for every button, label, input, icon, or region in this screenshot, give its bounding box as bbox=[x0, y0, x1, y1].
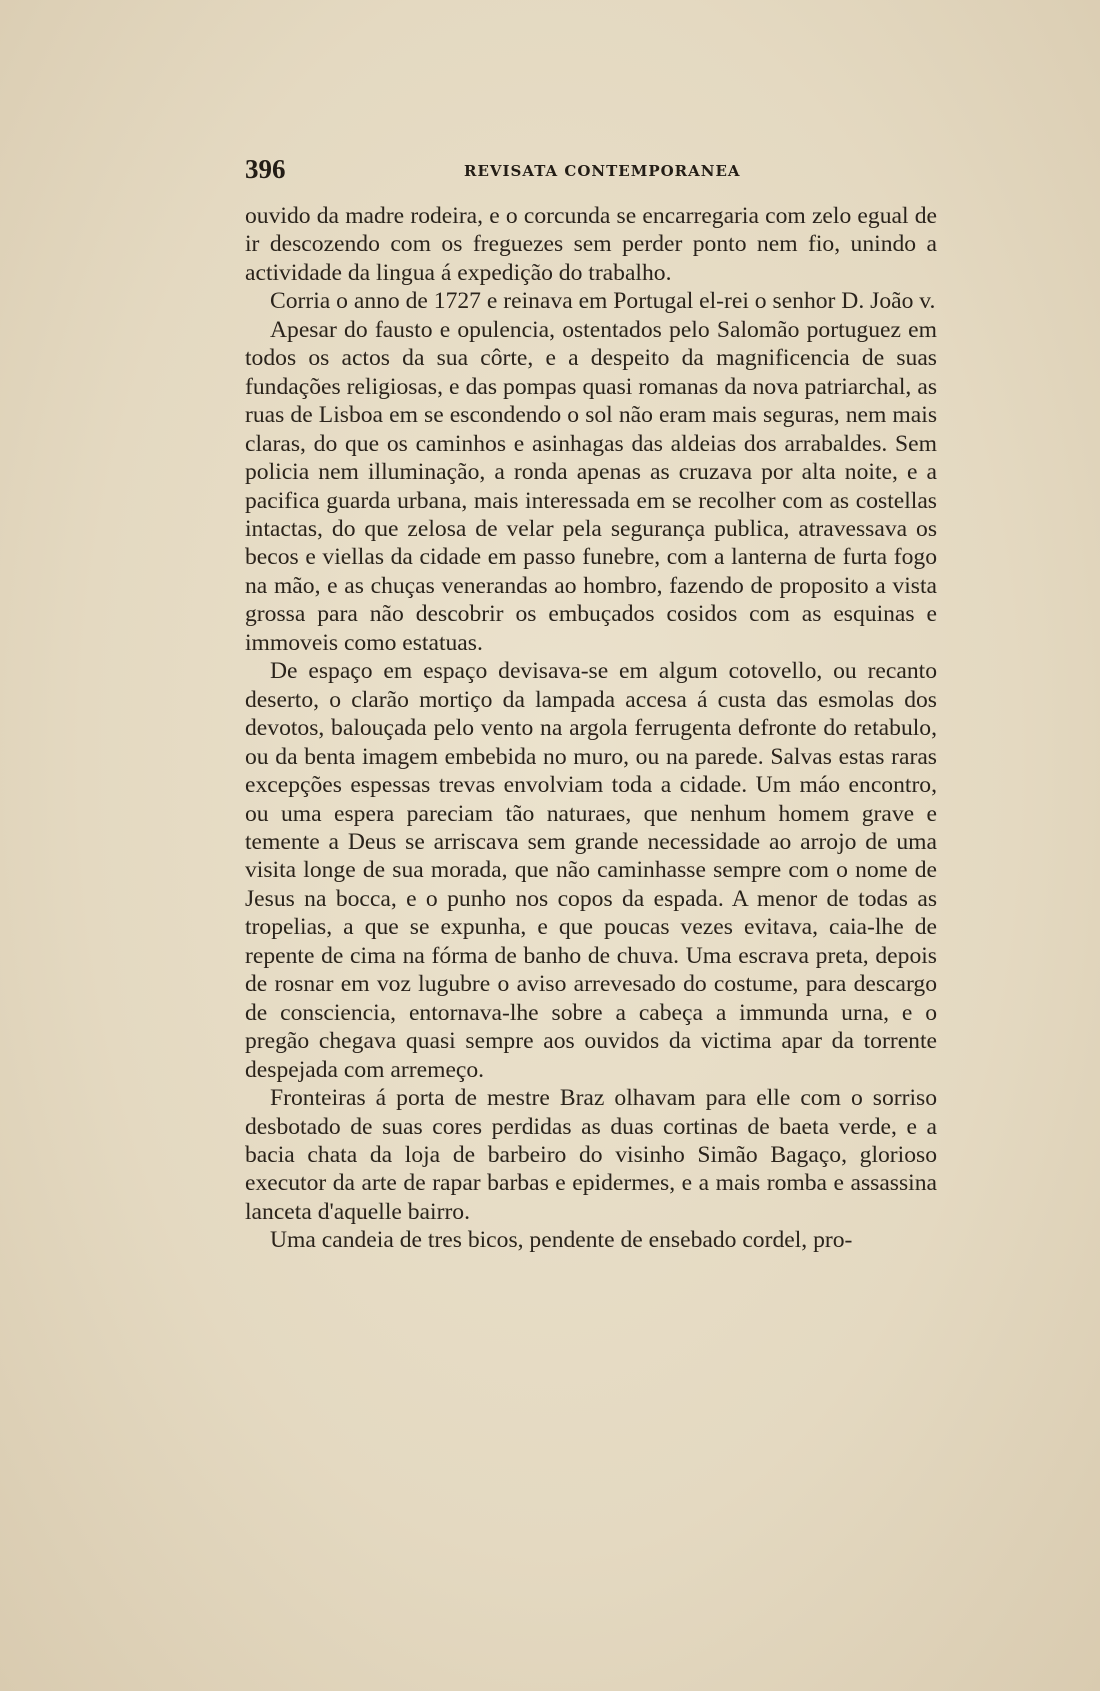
paragraph: De espaço em espaço devisava-se em algum cotovello, ou recanto deserto, o clarão mortiço da lampada accesa á custa das esmolas dos devotos, balouçada pelo vento na argola ferrugenta defronte do retabulo, ou da benta imagem embebida no muro, ou na parede. Salvas estas raras excepções espessas trevas envolviam toda a cidade. Um máo encontro, ou uma espera pareciam tão naturaes, que nenhum homem grave e temente a Deus se arriscava sem grande necessidade ao arrojo de uma visita longe de sua morada, que não caminhasse sempre com o nome de Jesus na bocca, e o punho nos copos da espada. A menor de todas as tropelias, a que se expunha, e que poucas vezes evitava, caia-lhe de repente de cima na fórma de banho de chuva. Uma escrava preta, depois de rosnar em voz lugubre o aviso arrevesado do costume, para descargo de consciencia, entornava-lhe sobre a cabeça a immunda urna, e o pregão chegava quasi sempre aos ouvidos da victima apar da torrente despejada com arremeço. bbox=[245, 658, 937, 1083]
paragraph: Uma candeia de tres bicos, pendente de ensebado cordel, pro- bbox=[270, 1227, 853, 1254]
page-header bbox=[245, 154, 935, 188]
paragraph: Corria o anno de 1727 e reinava em Portugal el-rei o senhor D. João v. bbox=[270, 288, 936, 315]
page-number: 396 bbox=[245, 154, 286, 184]
paragraph: Fronteiras á porta de mestre Braz olhavam para elle com o sorriso desbotado de suas cores perdidas as duas cortinas de baeta verde, e a bacia chata da loja de barbeiro do visinho Simão Bagaço, glorioso executor da arte de rapar barbas e epidermes, e a mais romba e assassina lanceta d'aquelle bairro. bbox=[245, 1085, 937, 1225]
body-text bbox=[245, 202, 937, 1255]
paragraph: Apesar do fausto e opulencia, ostentados pelo Salomão portuguez em todos os actos da sua côrte, e a despeito da magnificencia de suas fundações religiosas, e das pompas quasi romanas da nova patriarchal, as ruas de Lisboa em se escondendo o sol não eram mais seguras, nem mais claras, do que os caminhos e asinhagas das aldeias dos arrabaldes. Sem policia nem illuminação, a ronda apenas as cruzava por alta noite, e a pacifica guarda urbana, mais interessada em se recolher com as costellas intactas, do que zelosa de velar pela segurança publica, atravessava os becos e viellas da cidade em passo funebre, com a lanterna de furta fogo na mão, e as chuças venerandas ao hombro, fazendo de proposito a vista grossa para não descobrir os embuçados cosidos com as esquinas e immoveis como estatuas. bbox=[245, 316, 937, 656]
running-head: REVISATA CONTEMPORANEA bbox=[464, 162, 741, 180]
paragraph: ouvido da madre rodeira, e o corcunda se encarregaria com zelo egual de ir descozendo com os freguezes sem perder ponto nem fio, unindo a actividade da lingua á expedição do trabalho. bbox=[245, 203, 937, 286]
